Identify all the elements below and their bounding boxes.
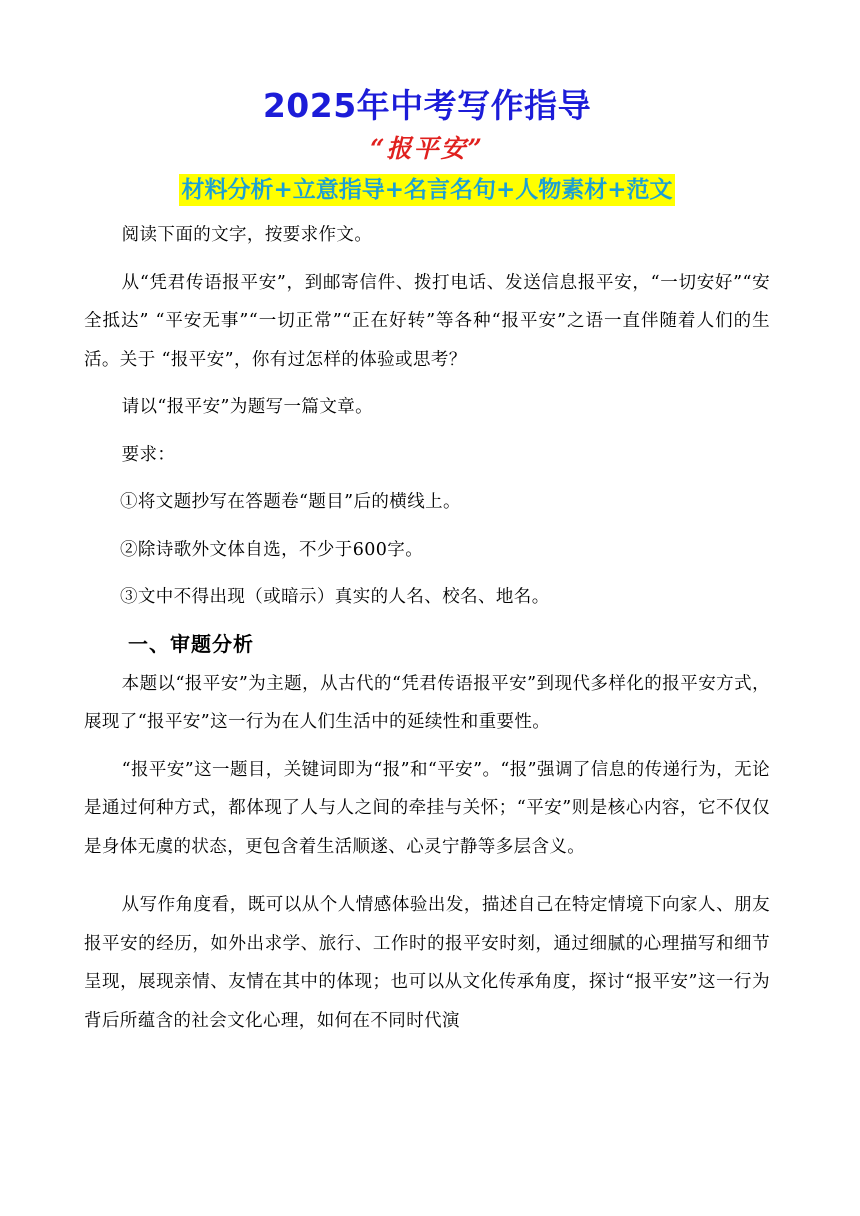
prompt-intro: 阅读下面的文字，按要求作文。 xyxy=(121,225,373,245)
requirement-item-3: ③文中不得出现（或暗示）真实的人名、校名、地名。 xyxy=(120,587,550,607)
prompt-task: 请以“报平安”为题写一篇文章。 xyxy=(121,397,374,417)
highlighted-tagline: 材料分析+立意指导+名言名句+人物素材+范文 xyxy=(179,174,674,206)
requirement-item-2: ②除诗歌外文体自选，不少于600字。 xyxy=(120,539,424,560)
prompt-material: 从“凭君传语报平安”，到邮寄信件、拨打电话、发送信息报平安，“一切安好”“安全抵达” “平安无事”“一切正常”“正在好转”等各种“报平安”之语一直伴随着人们的生活。关于 “报平安”，你有过怎样的体验或思考？ xyxy=(84,272,770,370)
analysis-paragraph-1: 本题以“报平安”为主题，从古代的“凭君传语报平安”到现代多样化的报平安方式，展现了“报平安”这一行为在人们生活中的延续性和重要性。 xyxy=(84,673,770,732)
analysis-paragraph-2: “报平安”这一题目，关键词即为“报”和“平安”。“报”强调了信息的传递行为，无论是通过何种方式，都体现了人与人之间的牵挂与关怀；“平安”则是核心内容，它不仅仅是身体无虞的状态，更包含着生活顺遂、心灵宁静等多层含义。 xyxy=(84,759,770,857)
section-heading-analysis: 一、审题分析 xyxy=(128,631,254,656)
analysis-paragraph-3: 从写作角度看，既可以从个人情感体验出发，描述自己在特定情境下向家人、朋友报平安的经历，如外出求学、旅行、工作时的报平安时刻，通过细腻的心理描写和细节呈现，展现亲情、友情在其中的体现；也可以从文化传承角度，探讨“报平安”这一行为背后所蕴含的社会文化心理，如何在不同时代演 xyxy=(84,895,770,1031)
document-title: 2025年中考写作指导 xyxy=(262,86,592,125)
document-subtitle: “报平安” xyxy=(370,134,484,163)
requirement-item-1: ①将文题抄写在答题卷“题目”后的横线上。 xyxy=(120,492,461,512)
requirements-label: 要求： xyxy=(121,444,176,465)
tagline-wrapper xyxy=(84,174,770,210)
